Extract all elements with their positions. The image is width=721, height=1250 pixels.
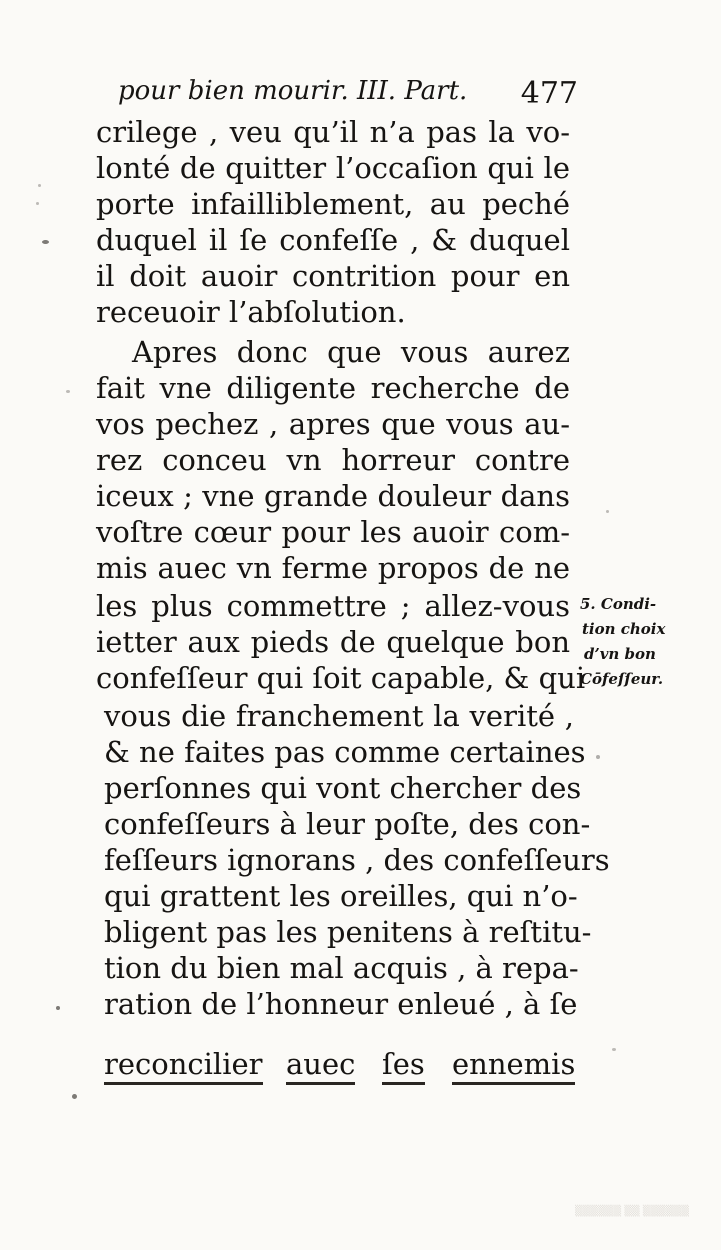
paragraph-first-line: Apres donc que vous aurez xyxy=(132,335,570,369)
text-line: les plus commettre ; allez-vous xyxy=(96,589,570,623)
ink-speck xyxy=(612,1048,616,1051)
page-header xyxy=(118,74,578,114)
text-line: & ne faites pas comme certaines xyxy=(104,735,586,769)
catchword: ennemis xyxy=(452,1046,575,1085)
text-line: il doit auoir contrition pour en xyxy=(96,259,570,293)
text-line: iceux ; vne grande douleur dans xyxy=(96,479,570,513)
text-line: rez conceu vn horreur contre xyxy=(96,443,570,477)
text-line: ietter aux pieds de quelque bon xyxy=(96,625,570,659)
margin-note-line: d’vn bon xyxy=(584,645,656,663)
text-line: bligent pas les penitens à reſtitu- xyxy=(104,915,592,949)
text-line: mis auec vn ferme propos de ne xyxy=(96,551,570,585)
ink-speck xyxy=(42,240,49,244)
margin-note-line: 5. Condi- xyxy=(580,595,657,613)
ink-speck xyxy=(56,1006,60,1010)
catchword: reconcilier xyxy=(104,1046,263,1085)
text-line: vos pechez , apres que vous au- xyxy=(96,407,570,441)
text-line: feſſeurs ignorans , des confeſſeurs xyxy=(104,843,610,877)
catchword: auec xyxy=(286,1046,355,1085)
margin-note-line: Cōfeſſeur. xyxy=(580,670,664,688)
margin-note-line: tion choix xyxy=(582,620,666,638)
text-line: receuoir l’abſolution. xyxy=(96,295,406,329)
ink-speck xyxy=(38,184,41,187)
text-line: porte infailliblement, au peché xyxy=(96,187,570,221)
ink-speck xyxy=(66,390,70,393)
ink-speck xyxy=(596,755,600,759)
text-line: duquel il ſe confeſſe , & duquel xyxy=(96,223,570,257)
margin-note xyxy=(580,592,710,692)
ink-speck xyxy=(72,1094,77,1099)
catchword: ſes xyxy=(382,1046,425,1085)
scan-watermark: ▒▒▒▒▒▒ ▒▒ ▒▒▒▒▒▒ xyxy=(575,1206,690,1217)
text-line: crilege , veu qu’il n’a pas la vo- xyxy=(96,115,570,149)
text-line: tion du bien mal acquis , à repa- xyxy=(104,951,579,985)
text-line: voſtre cœur pour les auoir com- xyxy=(96,515,570,549)
text-line: qui grattent les oreilles, qui n’o- xyxy=(104,879,578,913)
text-line: vous die franchement la verité , xyxy=(104,699,574,733)
text-line: perſonnes qui vont chercher des xyxy=(104,771,582,805)
page-number: 477 xyxy=(520,76,578,111)
text-line: ration de l’honneur enleué , à ſe xyxy=(104,987,578,1021)
text-line: confeſſeurs à leur poſte, des con- xyxy=(104,807,591,841)
ink-speck xyxy=(36,202,39,205)
text-line: confeſſeur qui ſoit capable, & qui xyxy=(96,661,586,695)
text-line: lonté de quitter l’occaſion qui le xyxy=(96,151,570,185)
running-head: pour bien mourir. III. Part. xyxy=(118,76,468,106)
ink-speck xyxy=(606,510,609,513)
text-line: fait vne diligente recherche de xyxy=(96,371,570,405)
